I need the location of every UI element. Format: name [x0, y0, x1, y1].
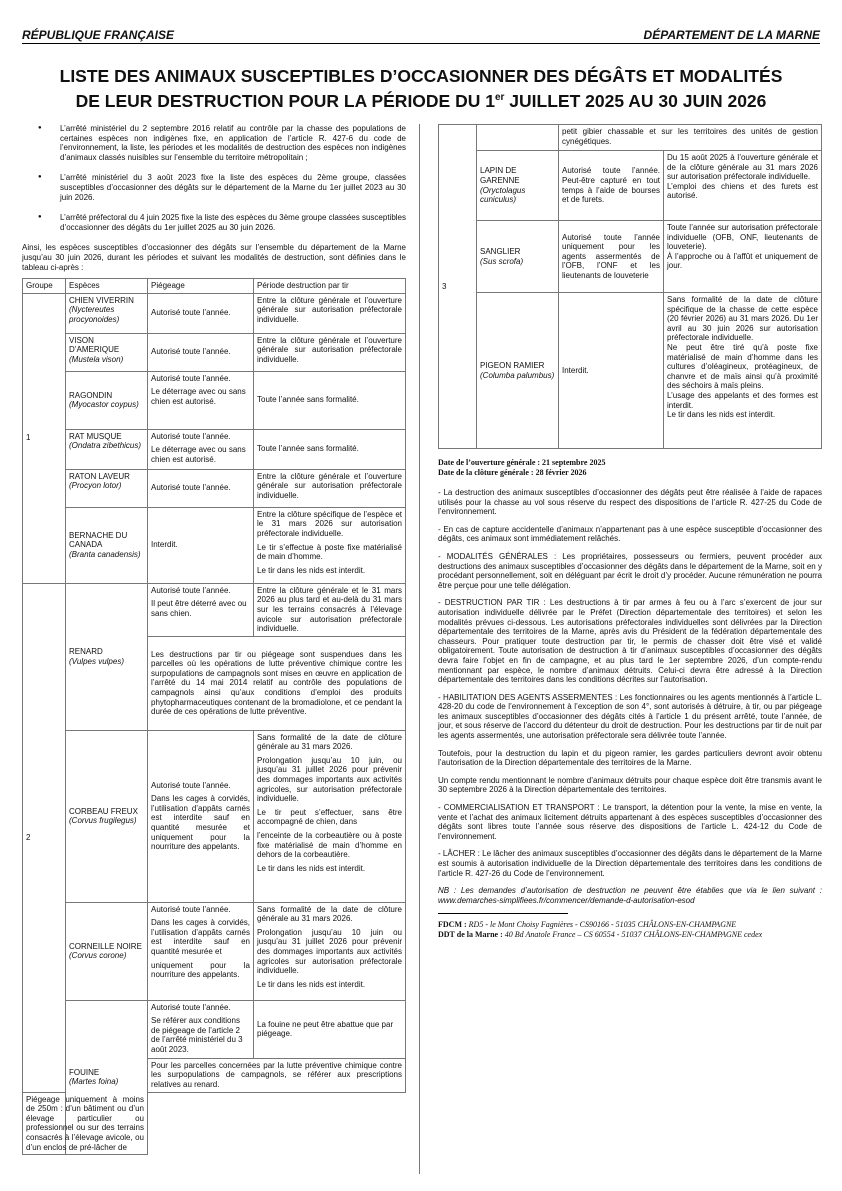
shoot-line: Sans formalité de la date de clôture spécifique de la chasse de cette espèce (20 février 2026) au 31 mars 2026. Du 1er avril au 30 juin 2026 sur autorisation préfectorale individuelle. — [667, 295, 818, 343]
table-row — [23, 293, 406, 333]
table-row — [23, 583, 406, 636]
table-row — [23, 469, 406, 507]
species-latin: (Mustela vison) — [69, 354, 124, 364]
table-row — [439, 151, 822, 221]
address-text: 40 Bd Anatole France – CS 60554 - 51037 CHÂLONS-EN-CHAMPAGNE cedex — [502, 930, 763, 940]
species-name: RATON LAVEUR — [69, 471, 130, 481]
title-line-2b: JUILLET 2025 AU 30 JUIN 2026 — [504, 90, 767, 111]
shoot-line: Toute l’année sur autorisation préfectorale individuelle (OFB, ONF, lieutenants de louveterie). — [667, 223, 818, 252]
trap-line: Dans les cages à corvidés, l’utilisation d’appâts carnés est interdite sauf en quantité mesurée et — [151, 918, 250, 957]
address-fdcm — [438, 920, 822, 930]
shoot-cell — [664, 151, 822, 221]
left-column — [22, 124, 406, 1155]
address-label: DDT de la Marne : — [438, 930, 503, 940]
shoot-line: Le tir s’effectue à poste fixe matérialisé de main d’homme. — [257, 542, 402, 562]
header-departement: DÉPARTEMENT DE LA MARNE — [643, 28, 820, 42]
trap-cell: Interdit. — [559, 293, 664, 449]
shoot-line: Le tir dans les nids est interdit. — [257, 979, 366, 989]
species-latin: (Nyctereutes procyonoides) — [69, 305, 120, 324]
species-name: PIGEON RAMIER — [480, 360, 545, 370]
opening-date: Date de l’ouverture générale : 21 septembre 2025 — [438, 458, 606, 467]
trap-cell: Autorisé toute l’année. — [148, 293, 254, 333]
species-latin: (Procyon lotor) — [69, 481, 122, 491]
trap-line: Autorisé toute l’année. — [151, 904, 231, 914]
shoot-line: Entre la clôture spécifique de l’espèce et le 31 mars 2026 sur autorisation préfectorale individuelle. — [257, 509, 402, 538]
group-cell: 1 — [23, 293, 66, 583]
shoot-line: Sans formalité de la date de clôture générale au 31 mars 2026. — [257, 904, 402, 924]
col-header-groupe: Groupe — [23, 279, 66, 294]
trap-cell — [148, 583, 254, 636]
trap-line: Autorisé toute l’année. — [151, 780, 231, 790]
shoot-cell: Entre la clôture générale et l’ouverture générale sur autorisation préfectorale individuelle. — [254, 469, 406, 507]
paragraph: - DESTRUCTION PAR TIR : Les destructions à tir par armes à feu ou à l’arc s’exercent de jour sur autorisation individuelle délivrée par le Préfet (Direction départementale des territoires) et selon les modalités prévues ci-dessous. Les autorisations préfectorales individuelles sont délivrées par la Direction départementale des territoires de la Marne, après avis du Président de la fédération départementale des chasseurs. Pour pratiquer toute destruction par tir, le permis de chasser doit être visé et validé obligatoirement. Toute autorisation de destruction à tir d’animaux susceptibles d’occasionner des dégâts devra faire l’objet en fin de campagne, et au plus tard le 1er septembre 2026, d’un compte-rendu mentionnant par espèce, le nombre d’animaux détruits. Celui-ci devra être adressé à la Direction départementale des territoires dans les conditions décrites sur l’autorisation. — [438, 598, 822, 685]
shoot-line: L’usage des appelants et des formes est interdit. — [667, 390, 818, 410]
table-header-row — [23, 279, 406, 294]
trap-cell: Autorisé toute l’année uniquement pour les agents assermentés de l’OFB, l’ONF et les lieutenants de louveterie — [559, 221, 664, 293]
note-cell: Pour les parcelles concernées par la lutte préventive chimique contre les surpopulations de campagnols, se référer aux prescriptions relatives au renard. — [148, 1058, 406, 1092]
species-name: RAT MUSQUE — [69, 431, 122, 441]
table-row — [439, 293, 822, 449]
table-row — [23, 730, 406, 902]
table-row — [23, 1092, 406, 1155]
table-row — [23, 333, 406, 371]
trap-cell: Autorisé toute l’année. Peut-être capturé en tout temps à l’aide de bourses et de furets. — [559, 151, 664, 221]
paragraph: - MODALITÉS GÉNÉRALES : Les propriétaires, possesseurs ou fermiers, peuvent procéder aux destructions des animaux susceptibles d’occasionner des dégâts dans le département de la Marne, soit en y procédant personnellement, soit en déléguant par écrit le droit d’y procéder. Aucune rémunération ne pourra être perçue pour une telle délégation. — [438, 551, 822, 590]
species-table-right — [438, 124, 822, 449]
header-rule — [22, 43, 820, 44]
species-name: CORBEAU FREUX — [69, 806, 138, 816]
species-latin: (Vulpes vulpes) — [69, 656, 124, 666]
species-cell — [477, 125, 559, 151]
species-latin: (Corvus frugilegus) — [69, 816, 137, 826]
species-cell — [66, 371, 148, 429]
table-row — [23, 371, 406, 429]
trap-cell — [148, 371, 254, 429]
shoot-cell: Toute l’année sans formalité. — [254, 429, 406, 469]
title-line-1: LISTE DES ANIMAUX SUSCEPTIBLES D’OCCASIONNER DES DÉGÂTS ET MODALITÉS — [59, 66, 783, 86]
trap-line: Autorisé toute l’année. — [151, 373, 231, 383]
shoot-line: Prolongation jusqu’au 10 juin, ou jusqu’au 31 juillet 2026 pour prévenir des dommages importants aux activités agricoles, sur autorisation préfectorale individuelle. — [257, 755, 402, 804]
species-name: VISON D’AMERIQUE — [69, 335, 120, 355]
trap-line: Le déterrage avec ou sans chien est autorisé. — [151, 445, 246, 464]
trap-cell: Autorisé toute l’année. — [148, 333, 254, 371]
trap-line: Se référer aux conditions de piégeage de l’article 2 de l’arrêté ministériel du 3 août 2023. — [151, 1016, 243, 1055]
group-cell: 3 — [439, 125, 477, 449]
species-cell — [477, 293, 559, 449]
shoot-cell: Entre la clôture générale et le 31 mars 2026 au plus tard et au-delà du 31 mars sur les terrains consacrés à l’élevage avicole sur autorisation préfectorale individuelle. — [254, 583, 406, 636]
shoot-line: l’enceinte de la corbeautière ou à poste fixe matérialisé de main d’homme en dehors de la corbeautière. — [257, 831, 402, 860]
right-column — [438, 124, 822, 940]
title-line-2 — [22, 87, 820, 112]
trap-line: Autorisé toute l’année. — [151, 1002, 231, 1012]
trap-line: Dans les cages à corvidés, l’utilisation d’appâts carnés est interdite sauf en quantité mesurée et uniquement pour la nourriture des appelants. — [151, 794, 250, 852]
shoot-line: Le tir dans les nids est interdit. — [257, 565, 366, 575]
paragraph: Toutefois, pour la destruction du lapin et du pigeon ramier, les gardes particuliers devront avoir obtenu l’autorisation de la Direction départementale des territoires de la Marne. — [438, 748, 822, 768]
table-row — [439, 125, 822, 151]
address-text: RD5 - le Mont Choisy Fagnières - CS90166 - 51035 CHÂLONS-EN-CHAMPAGNE — [466, 920, 737, 930]
trap-line: Il peut être déterré avec ou sans chien. — [151, 599, 247, 618]
continued-cell: petit gibier chassable et sur les territoires des unités de gestion cynégétiques. — [559, 125, 822, 151]
species-cell — [66, 730, 148, 902]
shoot-cell: Entre la clôture générale et l’ouverture générale sur autorisation préfectorale individuelle. — [254, 333, 406, 371]
trap-cell — [148, 902, 254, 1000]
species-cell — [477, 151, 559, 221]
paragraph: - La destruction des animaux susceptibles d’occasionner des dégâts peut être réalisée à l’aide de rapaces utilisés pour la chasse au vol sous réserve du respect des dispositions de l’article R. 427-25 du Code de l’environnement. — [438, 488, 822, 517]
species-name: CORNEILLE NOIRE — [69, 941, 142, 951]
table-row — [23, 507, 406, 583]
address-block — [438, 920, 822, 940]
page-title — [22, 66, 820, 112]
species-cell — [66, 293, 148, 333]
species-name: FOUINE — [69, 1067, 100, 1077]
shoot-line: Ne peut être tiré qu’à poste fixe matérialisé de main d’homme dans les cultures d’oléagineux, protéagineux, de chanvre et de maïs ainsi qu’à proximité des séchoirs à maïs pleins. — [667, 342, 818, 391]
col-header-piegeage: Piégeage — [148, 279, 254, 294]
species-name: CHIEN VIVERRIN — [69, 295, 134, 305]
table-row — [439, 221, 822, 293]
shoot-line: Prolongation jusqu’au 10 juin ou jusqu’au 31 juillet 2026 pour prévenir des dommages importants aux activités agricoles sur autorisation préfectorale individuelle. — [257, 927, 402, 976]
species-cell — [66, 902, 148, 1000]
trap-line: Autorisé toute l’année. — [151, 585, 231, 595]
species-cell — [66, 507, 148, 583]
shoot-cell: La fouine ne peut être abattue que par piégeage. — [254, 1000, 406, 1058]
species-latin: (Columba palumbus) — [480, 370, 555, 380]
address-label: FDCM : — [438, 920, 467, 930]
species-latin: (Corvus corone) — [69, 951, 127, 961]
species-cell — [66, 583, 148, 730]
closing-date: Date de la clôture générale : 28 février 2026 — [438, 468, 587, 477]
trap-cell — [148, 730, 254, 902]
table-row — [23, 902, 406, 1000]
bullet-item: ● L’arrêté ministériel du 3 août 2023 fixe la liste des espèces du 2ème groupe, classées susceptibles d’occasionner des dégâts sur le département de la Marne du 1er juillet 2023 au 30 juin 2026. — [22, 173, 406, 202]
species-name: RAGONDIN — [69, 390, 113, 400]
bullet-item: ● L’arrêté ministériel du 2 septembre 2016 relatif au contrôle par la chasse des populations de certaines espèces non indigènes fixe, en application de l’article R. 427-6 du code de l’environnement, la liste, les périodes et les modalités de destruction des espèces non indigènes d’animaux classés nuisibles sur l’ensemble du territoire métropolitain ; — [22, 124, 406, 162]
species-latin: (Myocastor coypus) — [69, 400, 139, 410]
shoot-cell: Toute l’année sans formalité. — [254, 371, 406, 429]
paragraph: - En cas de capture accidentelle d’animaux n’appartenant pas à une espèce susceptible d’occasionner des dégâts, ces animaux sont immédiatement relâchés. — [438, 524, 822, 544]
intro-text: Ainsi, les espèces susceptibles d’occasionner des dégâts sur l’ensemble du département de la Marne jusqu’au 30 juin 2026, durant les périodes et suivant les modalités de destruction, sont définies dans le tableau ci-après : — [22, 243, 406, 272]
species-name: SANGLIER — [480, 246, 521, 256]
table-row — [23, 1000, 406, 1058]
group-cell: 2 — [23, 583, 66, 1092]
paragraph: - COMMERCIALISATION ET TRANSPORT : Le transport, la détention pour la vente, la mise en vente, la vente et l’achat des animaux licitement détruits appartenant à des espèces susceptibles d’occasionner des dégâts sont libres toute l’année sous réserve des dispositions de l’article L. 424-12 du Code de l’environnement. — [438, 803, 822, 841]
shoot-line: Sans formalité de la date de clôture générale au 31 mars 2026. — [257, 732, 402, 752]
shoot-line: Le tir dans les nids est interdit. — [667, 410, 776, 420]
shoot-line: À l’approche ou à l’affût et uniquement de jour. — [667, 251, 818, 271]
paragraph: - LÂCHER : Le lâcher des animaux susceptibles d’occasionner des dégâts dans le département de la Marne est soumis à autorisation individuelle de la Direction départementale des territoires dans les conditions de l’article R. 427-26 du Code de l’environnement. — [438, 849, 822, 878]
trap-cell: Autorisé toute l’année. — [148, 469, 254, 507]
species-name: RENARD — [69, 647, 103, 657]
shoot-line: Du 15 août 2025 à l’ouverture générale et de la clôture générale au 31 mars 2026 sur autorisation préfectorale individuelle. — [667, 153, 818, 182]
column-divider — [419, 124, 420, 1174]
shoot-line: Le tir peut s’effectuer, sans être accompagné de chien, dans — [257, 807, 402, 827]
col-header-especes: Espèces — [66, 279, 148, 294]
species-latin: (Oryctolagus cuniculus) — [480, 185, 526, 205]
species-name: BERNACHE DU CANADA — [69, 530, 128, 550]
arretes-list — [22, 124, 406, 232]
trap-line: Autorisé toute l’année. — [151, 431, 231, 441]
species-latin: (Sus scrofa) — [480, 256, 524, 266]
table-row — [23, 429, 406, 469]
paragraph: - HABILITATION DES AGENTS ASSERMENTES : Les fonctionnaires ou les agents mentionnés à l’article L. 428-20 du code de l’environnement à l’exception de son 4°, sont autorisés à détruire, à tir, ou par piégeage les animaux susceptibles d’occasionner des dégâts cités à l’article 1 du présent arrêté, toute l’année, de jour, et sous réserve de l’accord du détenteur du droit de destruction. Pour les destructions par tir de nuit par les agents assermentés, une autorisation préfectorale sera délivrée toute l’année. — [438, 692, 822, 741]
species-cell — [66, 469, 148, 507]
species-name: LAPIN DE GARENNE — [480, 166, 520, 185]
trap-cell — [148, 429, 254, 469]
title-line-2a: DE LEUR DESTRUCTION POUR LA PÉRIODE DU 1 — [75, 90, 495, 111]
header-republique: RÉPUBLIQUE FRANÇAISE — [22, 28, 175, 42]
shoot-cell — [254, 902, 406, 1000]
trap-line: uniquement pour la nourriture des appelants. — [151, 960, 250, 980]
species-cell — [66, 333, 148, 371]
shoot-line: Le tir dans les nids est interdit. — [257, 863, 366, 873]
bullet-item: ● L’arrêté préfectoral du 4 juin 2025 fixe la liste des espèces du 3ème groupe classées susceptibles d’occasionner des dégâts du 1er juillet 2025 au 30 juin 2026. — [22, 213, 406, 232]
trap-line: Le déterrage avec ou sans chien est autorisé. — [151, 387, 246, 406]
species-latin: (Branta canadensis) — [69, 550, 141, 560]
season-dates — [438, 458, 822, 478]
shoot-cell: Entre la clôture générale et l’ouverture générale sur autorisation préfectorale individuelle. — [254, 293, 406, 333]
paragraph: Un compte rendu mentionnant le nombre d’animaux détruits pour chaque espèce doit être transmis avant le 30 septembre 2026 à la Direction départementale des territoires. — [438, 775, 822, 795]
shoot-cell — [254, 730, 406, 902]
note-cell: Les destructions par tir ou piégeage sont suspendues dans les parcelles où les opérations de lutte préventive chimique contre les surpopulations de campagnols sont mises en œuvre en application de l’arrêté du 14 mai 2014 relatif au contrôle des populations de campagnols ainsi qu’aux conditions d’emploi des produits phytopharmaceutiques contenant de la bromadiolone, et ce pendant la durée de ces opérations de lutte préventive. — [148, 636, 406, 730]
species-cell — [477, 221, 559, 293]
shoot-cell — [254, 507, 406, 583]
note-cell: Piégeage uniquement à moins de 250m : d’un bâtiment ou d’un élevage particulier ou professionnel ou sur des terrains consacrés à l’élevage avicole, ou d’un enclos de pré-lâcher de — [23, 1092, 148, 1155]
address-ddt — [438, 930, 822, 940]
shoot-cell — [664, 293, 822, 449]
col-header-tir: Période destruction par tir — [254, 279, 406, 294]
shoot-line: L’emploi des chiens et des furets est autorisé. — [667, 181, 818, 201]
species-latin: (Ondatra zibethicus) — [69, 441, 142, 451]
footer-rule — [438, 913, 568, 914]
nb-link-note: NB : Les demandes d’autorisation de destruction ne peuvent être établies que via le lien suivant : www.demarches-simplifiees.fr/commencer/demande-d-autorisation-esod — [438, 886, 822, 905]
shoot-cell — [664, 221, 822, 293]
species-latin: (Martes foina) — [69, 1077, 119, 1087]
trap-cell: Interdit. — [148, 507, 254, 583]
trap-cell — [148, 1000, 254, 1058]
species-table-left — [22, 278, 406, 1155]
species-cell — [66, 429, 148, 469]
title-sup: er — [494, 92, 505, 103]
